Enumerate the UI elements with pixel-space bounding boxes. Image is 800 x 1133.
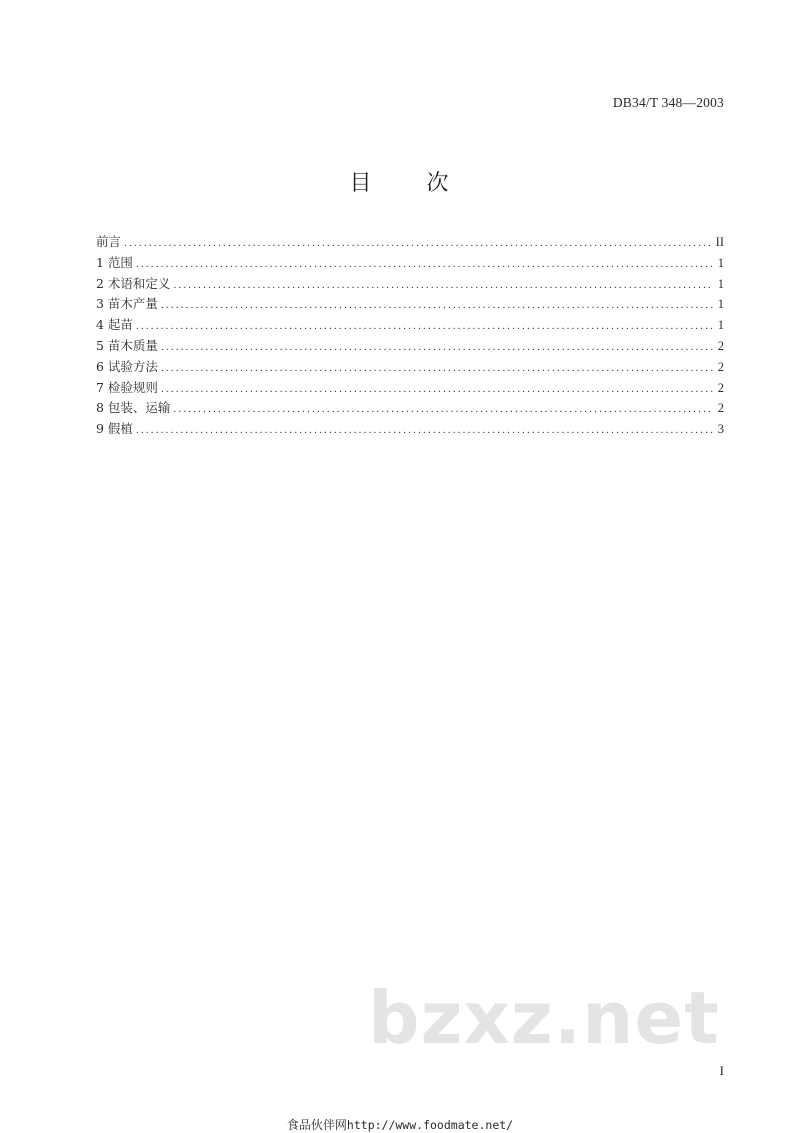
toc-entry-page: 2 <box>717 380 724 395</box>
toc-entry-page: 1 <box>717 276 724 291</box>
toc-leader-dots <box>173 399 712 420</box>
toc-leader-dots <box>161 379 713 400</box>
watermark-text: bzxz.net <box>368 976 720 1060</box>
toc-entry-page: 1 <box>717 255 724 270</box>
footer-site-name: 食品伙伴网 <box>286 1118 347 1132</box>
toc-entry-lifting[interactable] <box>96 315 724 336</box>
toc-entry-seedling-quality[interactable] <box>96 336 724 357</box>
toc-leader-dots <box>161 337 713 358</box>
toc-entry-label: 4 起苗 <box>96 317 133 333</box>
toc-entry-label: 8 包装、运输 <box>96 400 171 416</box>
toc-leader-dots <box>136 316 713 337</box>
toc-entry-page: 3 <box>717 422 724 437</box>
toc-entry-page: 2 <box>717 359 724 374</box>
toc-leader-dots <box>136 254 713 275</box>
toc-entry-inspection-rules[interactable] <box>96 378 724 399</box>
toc-entry-label: 6 试验方法 <box>96 358 158 374</box>
footer-source <box>0 1116 800 1133</box>
toc-entry-page: 2 <box>717 338 724 353</box>
toc-entry-test-methods[interactable] <box>96 357 724 378</box>
toc-entry-page: 2 <box>717 401 724 416</box>
toc-leader-dots <box>161 295 713 316</box>
toc-entry-heeling-in[interactable] <box>96 419 724 440</box>
toc-entry-label: 1 范围 <box>96 254 133 270</box>
toc-leader-dots <box>161 358 713 379</box>
toc-entry-page: II <box>715 235 724 249</box>
toc-entry-foreword[interactable] <box>96 232 724 253</box>
toc-entry-scope[interactable] <box>96 253 724 274</box>
toc-entry-terms[interactable] <box>96 274 724 295</box>
toc-entry-label: 2 术语和定义 <box>96 275 171 291</box>
toc-entry-label: 前言 <box>96 234 122 249</box>
toc-title-char-2: 次 <box>426 171 451 196</box>
footer-url-link[interactable]: http://www.foodmate.net/ <box>346 1118 514 1132</box>
toc-entry-label: 5 苗木质量 <box>96 337 158 353</box>
toc-entry-page: 1 <box>717 297 724 312</box>
toc-entry-label: 9 假植 <box>96 421 133 437</box>
standard-code: DB34/T 348—2003 <box>612 95 724 110</box>
toc-entry-label: 7 检验规则 <box>96 379 158 395</box>
toc-entry-label: 3 苗木产量 <box>96 296 158 312</box>
toc-leader-dots <box>124 233 711 254</box>
toc-title <box>0 166 800 197</box>
toc-entry-seedling-yield[interactable] <box>96 294 724 315</box>
toc-entry-packaging-transport[interactable] <box>96 398 724 419</box>
toc-leader-dots <box>173 275 712 296</box>
toc-leader-dots <box>136 420 713 441</box>
page-number: I <box>719 1063 724 1078</box>
table-of-contents <box>96 232 724 440</box>
toc-title-char-1: 目 <box>349 171 374 196</box>
toc-entry-page: 1 <box>717 318 724 333</box>
